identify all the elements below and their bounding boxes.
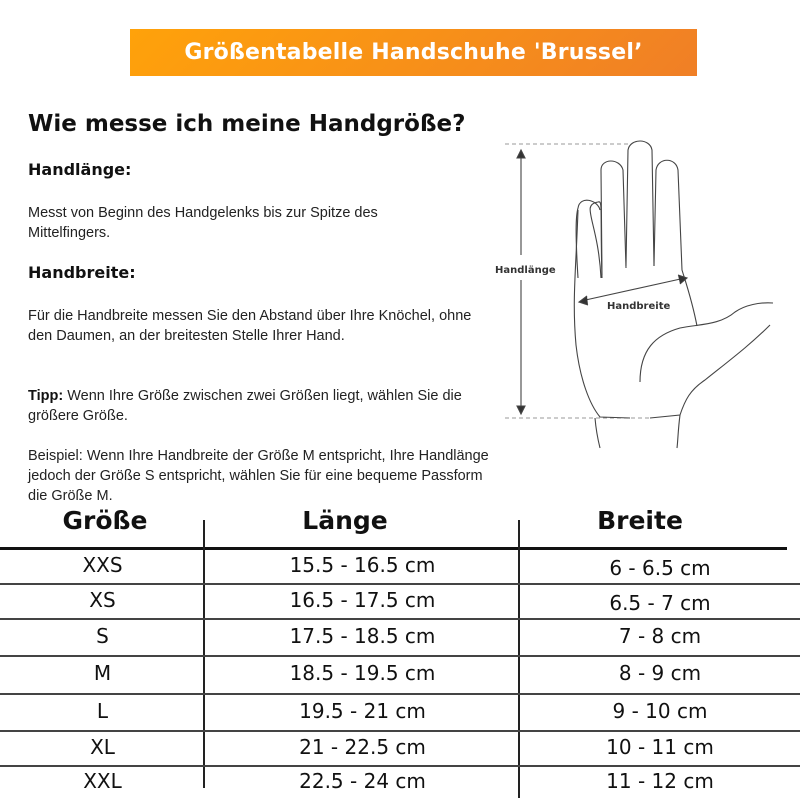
width-cell: 7 - 8 cm xyxy=(618,623,702,648)
tip-label: Tipp: xyxy=(28,388,64,404)
size-cell: XXS xyxy=(82,553,123,577)
length-cell: 16.5 - 17.5 cm xyxy=(289,587,436,612)
handbreite-label: Handbreite xyxy=(607,301,671,312)
title-banner xyxy=(130,29,697,76)
header-divider xyxy=(0,547,787,550)
size-cell: XXL xyxy=(83,769,122,793)
length-cell: 22.5 - 24 cm xyxy=(299,769,426,793)
row-divider xyxy=(0,618,800,620)
length-cell: 19.5 - 21 cm xyxy=(299,698,426,723)
handlaenge-label: Handlänge xyxy=(495,265,556,276)
size-cell: S xyxy=(96,623,109,648)
width-cell: 9 - 10 cm xyxy=(612,698,708,723)
size-cell: XS xyxy=(89,587,116,612)
length-heading: Handlänge: xyxy=(28,160,132,179)
hand-diagram xyxy=(480,130,800,460)
length-cell: 21 - 22.5 cm xyxy=(299,734,426,759)
width-heading: Handbreite: xyxy=(28,263,136,282)
example-text: Beispiel: Wenn Ihre Handbreite der Größe M entspricht, Ihre Handlänge jedoch der Größe S entspricht, wählen Sie für eine bequeme Passform die Größe M. xyxy=(28,448,489,504)
header-size: Größe xyxy=(62,506,148,535)
row-divider xyxy=(0,730,800,732)
banner-title: Größentabelle Handschuhe 'Brussel’ xyxy=(184,40,643,65)
row-divider xyxy=(0,655,800,657)
length-cell: 15.5 - 16.5 cm xyxy=(289,553,436,577)
length-cell: 18.5 - 19.5 cm xyxy=(289,661,436,685)
header-length: Länge xyxy=(302,506,388,535)
length-cell: 17.5 - 18.5 cm xyxy=(289,623,436,648)
width-cell: 11 - 12 cm xyxy=(606,769,714,793)
width-cell: 10 - 11 cm xyxy=(606,734,714,759)
width-cell: 6 - 6.5 cm xyxy=(609,556,711,580)
width-cell: 8 - 9 cm xyxy=(618,661,702,685)
width-cell: 6.5 - 7 cm xyxy=(609,590,711,615)
length-text: Messt von Beginn des Handgelenks bis zur Spitze des Mittelfingers. xyxy=(28,205,378,241)
tip-text xyxy=(28,386,493,426)
size-cell: XL xyxy=(90,734,115,759)
size-cell: M xyxy=(93,661,112,685)
header-width: Breite xyxy=(597,506,683,535)
section-heading: Wie messe ich meine Handgröße? xyxy=(28,111,466,137)
row-divider xyxy=(0,765,800,767)
row-divider xyxy=(0,583,800,585)
width-text: Für die Handbreite messen Sie den Abstand über Ihre Knöchel, ohne den Daumen, an der breitesten Stelle Ihrer Hand. xyxy=(28,308,472,344)
row-divider xyxy=(0,693,800,695)
size-cell: L xyxy=(96,698,109,723)
tip-body: Wenn Ihre Größe zwischen zwei Größen liegt, wählen Sie die größere Größe. xyxy=(28,388,462,424)
